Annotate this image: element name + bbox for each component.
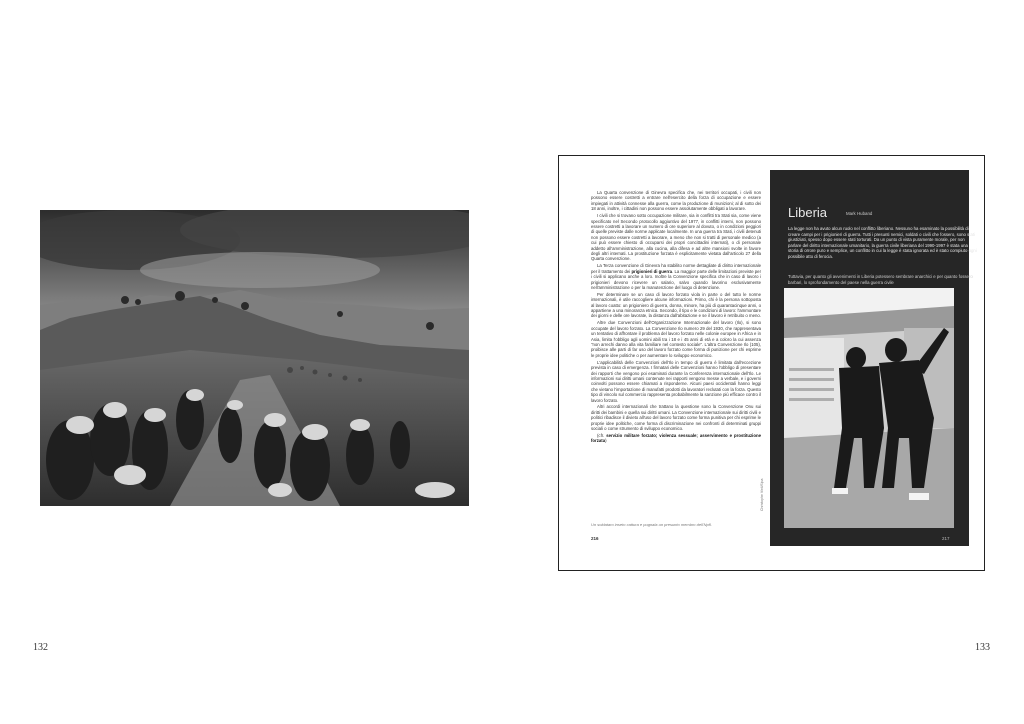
paragraph: La Terza convenzione di Ginevra ha stabilito norme dettagliate di diritto internazionale per il trattamento dei prigionieri di guerra. La maggior parte delle limitazioni previste per i civili si applicano anche a loro. Inoltre la Convenzione specifica che in caso di lavoro i prigionieri devono ricevere un salario, salvo quando lavorino esclusivamente nell'amministrazione o per la manutenzione del luogo di detenzione. <box>591 263 762 290</box>
fighters-photo <box>784 288 954 528</box>
page-number-right: 133 <box>975 642 990 653</box>
paragraph: Altri accordi internazionali che trattano la questione sono la Convenzione Onu sui diritti dei bambini e quella sui diritti umani. La Convenzione internazionale sui diritti civili e politici ribadisce il divieto all'uso del lavoro forzato come forma punitiva per chi esprime le proprie idee politiche, come forma di discriminazione nei confronti di determinati gruppi sociali o come strumento di sviluppo economico. <box>591 404 761 432</box>
paragraph: La Quarta convenzione di Ginevra specifica che, nei territori occupati, i civili non possono essere costretti a entrare nell'esercito della forza di occupazione e essere impiegati in attività connesse alla guerra, come la produzione di munizioni; al di sotto dei 18 anni, inoltre, i cittadini non possono essere assolutamente obbligati a lavorare. <box>591 190 761 212</box>
crossref-terms: servizio militare forzato; violenza sessuale; asservimento e prostituzione forzata <box>591 432 761 444</box>
photo-refugees-column-icon <box>40 210 469 506</box>
photo-fighters-icon <box>784 288 954 528</box>
paragraph: I civili che si trovano sotto occupazione militare, sia in conflitti tra Stati sia, come viene specificato nel Secondo protocollo aggiuntivo del 1977, in conflitti interni, non possono essere costretti a lavorare un numero di ore superiore al dovuto, o in condizioni peggiori di quelle previste dalle norme applicate localmente. In una guerra tra Stati, i civili detenuti non possono essere costretti a lavorare, a meno che non si tratti di personale medico (a cui può essere chiesto di occuparsi dei propri concittadini internati), o di personale addetto all'amministrazione, alla cucina, alla difesa e ad altre mansioni svolte in favore degli altri internati. La prostituzione forzata è esplicitamente vietata dall'articolo 27 della Quarta convenzione. <box>591 213 761 262</box>
inner-page-number-right: 217 <box>942 536 950 541</box>
inner-page-number-left: 216 <box>591 536 599 541</box>
sidebar-subtext: Tuttavia, per quanto gli avvenimenti in Liberia potessero sembrare anarchici e per quanto fossero barbari, lo sprofondamento del paese nella guerra civile <box>788 274 973 285</box>
keyword-pow: prigionieri di guerra <box>631 268 673 274</box>
page-number-left: 132 <box>33 642 48 653</box>
sidebar-body: La legge non ha avuto alcun ruolo nel conflitto liberiano. Nessuno ha esaminato la possibilità di creare campi per i prigionieri di guerra. Tutti i presunti nemici, soldati o civili che fossero, sono stati giustiziati, spesso dopo essere stati torturati. Da un punto di vista puramente morale, per non parlare del diritto internazionale umanitario, la guerra civile liberiana del 1990-1997 è stata una storia di orrore puro e semplice, un conflitto in cui la legge è stata ignorata ed è stato compiuto ogni possibile atto di ferocia. <box>788 226 977 259</box>
sidebar-title: Liberia <box>788 205 828 220</box>
photo-caption: Un soldataro inseto cattura e pugnala un presunto membro dell'Npfl. <box>591 522 712 527</box>
paragraph: Per determinare se un caso di lavoro forzato viola in parte o del tutto le norme internazionali, è utile raccogliere alcune informazioni. Primo, chi è la persona sottoposta al lavoro coatto: un prigioniero di guerra, donna, minore, ha più di quarantacinque anni, o appartiene a una minoranza etnica. Secondo, il tipo e le condizioni di lavoro: l'ammontare dei giorni e delle ore lavorate, la distanza dall'abitazione e se il lavoro è retribuito o meno. <box>591 291 761 319</box>
article-column <box>591 190 761 445</box>
refugees-photo <box>40 210 469 506</box>
sidebar-author: Mark Huband <box>846 211 873 216</box>
photo-credit: Christophe Vieil/Sipa <box>760 478 764 511</box>
paragraph: Altre due Convenzioni dell'Organizzazione Internazionale del lavoro (Ilo), si sono occupate del lavoro forzato. La Convenzione Ilo numero 29 del 1930, che rappresentava un tentativo di affrontare il problema del lavoro forzato nelle colonie europee in Africa e in Asia, limita l'obbligo agli uomini abili tra i 18 e i 45 anni di età e a coloro la cui assenza "non arrechi danno alla vita familiare nel contesto sociale". L'altra Convenzione Ilo (105), proibisce alle parti di far uso del lavoro forzato come forma di punizione per chi esprime le proprie idee politiche o per aumentare lo sviluppo economico. <box>591 320 761 358</box>
paragraph: L'applicabilità delle Convenzioni dell'Ilo in tempo di guerra è limitata dall'eccezione prevista in caso di emergenza. I firmatari delle Convenzioni hanno l'obbligo di presentare dei rapporti che vengono poi esaminati durante la Conferenza internazionale dell'Ilo. Le informazioni sui diritti umani contenute nei rapporti vengono messe a verbale, e i governi coinvolti possono essere chiamati a risponderne. Alcuni paesi occidentali hanno leggi che vietano l'importazione di manufatti prodotti da lavoratori reclutati con la forza. Questo tipo di vincolo sul commercio rappresenta probabilmente la sanzione più efficace contro il lavoro forzato. <box>591 359 761 403</box>
crossref: (cfr. servizio militare forzato; violenza sessuale; asservimento e prostituzione forzata) <box>591 432 761 444</box>
book-spread-reproduction <box>558 155 985 571</box>
